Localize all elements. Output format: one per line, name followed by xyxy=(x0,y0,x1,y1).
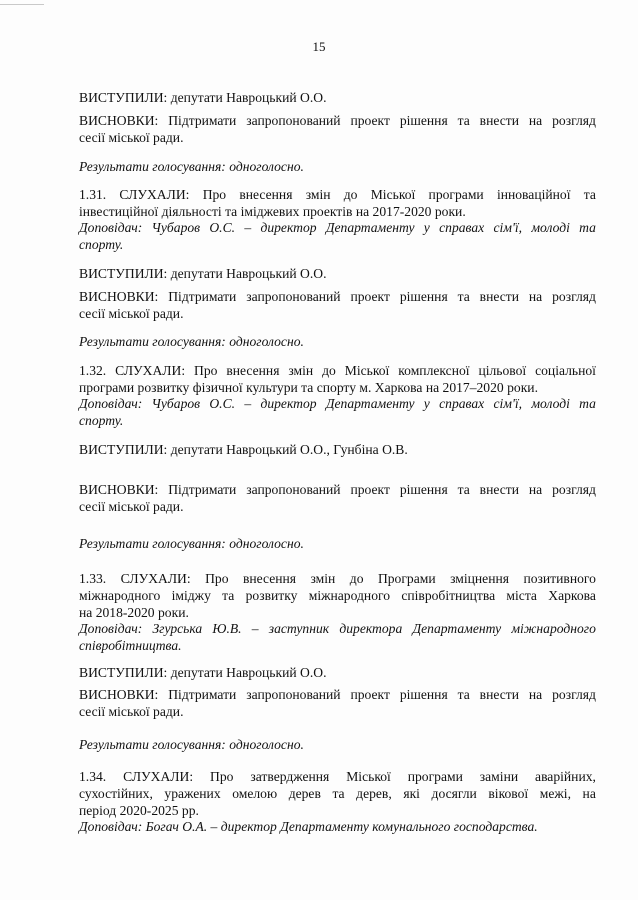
heard-paragraph-line xyxy=(79,186,596,203)
word: запропонований xyxy=(246,289,341,304)
word: рішення xyxy=(399,482,448,497)
reporter-line xyxy=(79,219,596,253)
heard-paragraph-line xyxy=(79,570,596,587)
word: запропонований xyxy=(246,482,341,497)
word: проект xyxy=(350,113,390,128)
word: програми xyxy=(428,187,484,202)
word: Підтримати xyxy=(168,482,237,497)
word: ВИСНОВКИ: xyxy=(79,113,159,128)
word: внести xyxy=(479,482,519,497)
word: сім'ї, xyxy=(493,220,523,235)
word: соціальної xyxy=(535,363,596,378)
word: – xyxy=(244,396,252,411)
word: Доповідач: xyxy=(79,621,143,636)
word: цільової xyxy=(478,363,527,378)
word: та xyxy=(332,786,345,801)
word: іміджу xyxy=(171,588,211,603)
word: розгляд xyxy=(552,482,596,497)
reporter-line-line: спорту. xyxy=(79,237,124,252)
reporter-line-line: Доповідач: Богач О.А. – директор Департаменту комунального господарства. xyxy=(79,819,538,834)
word: проект xyxy=(350,687,390,702)
word: та xyxy=(457,289,470,304)
word: та xyxy=(457,687,470,702)
conclusion-paragraph-line xyxy=(79,112,596,129)
conclusion-paragraph-line xyxy=(79,288,596,305)
word: директор xyxy=(260,396,317,411)
word: ВИСНОВКИ: xyxy=(79,289,159,304)
heard-paragraph xyxy=(79,186,596,220)
word: Департаменту xyxy=(412,621,502,636)
word: затвердження xyxy=(250,769,330,784)
word: Про xyxy=(202,187,227,202)
word: СЛУХАЛИ: xyxy=(119,187,190,202)
word: Підтримати xyxy=(168,687,237,702)
conclusion-paragraph xyxy=(79,686,596,720)
word: внесення xyxy=(239,187,293,202)
heard-paragraph xyxy=(79,768,596,819)
word: аварійних, xyxy=(535,769,596,784)
word: співробітництва xyxy=(401,588,496,603)
conclusion-paragraph-line: сесії міської ради. xyxy=(79,306,184,321)
word: та xyxy=(457,113,470,128)
word: програми xyxy=(407,769,463,784)
word: 1.34. xyxy=(79,769,107,784)
heard-paragraph xyxy=(79,362,596,396)
word: Харкова xyxy=(548,588,596,603)
speakers-line: ВИСТУПИЛИ: депутати Навроцький О.О. xyxy=(79,665,327,680)
word: розвитку xyxy=(245,588,298,603)
word: СЛУХАЛИ: xyxy=(115,363,186,378)
word: О.С. xyxy=(209,396,236,411)
word: молоді xyxy=(531,396,570,411)
word: рішення xyxy=(399,289,448,304)
heard-paragraph-line xyxy=(79,362,596,379)
word: зміцнення xyxy=(450,571,510,586)
conclusion-paragraph xyxy=(79,112,596,146)
word: Департаменту xyxy=(325,396,415,411)
word: директор xyxy=(260,220,317,235)
word: на xyxy=(528,113,543,128)
vote-result: Результати голосування: одноголосно. xyxy=(79,536,304,551)
reporter-line-line xyxy=(79,395,596,412)
word: на xyxy=(528,482,543,497)
heard-paragraph-line: на 2018-2020 роки. xyxy=(79,605,189,620)
word: та xyxy=(579,396,596,411)
word: 1.33. xyxy=(79,571,107,586)
word: справах xyxy=(439,396,485,411)
word: розгляд xyxy=(552,113,596,128)
word: розгляд xyxy=(552,289,596,304)
word: рішення xyxy=(399,687,448,702)
word: внести xyxy=(479,687,519,702)
reporter-line xyxy=(79,395,596,429)
word: та xyxy=(457,482,470,497)
word: на xyxy=(528,687,543,702)
reporter-line-line xyxy=(79,219,596,236)
conclusion-paragraph-line: сесії міської ради. xyxy=(79,130,184,145)
word: інноваційної xyxy=(496,187,571,202)
word: вікової xyxy=(488,786,529,801)
word: змін xyxy=(288,363,314,378)
word: проект xyxy=(350,482,390,497)
speakers-line: ВИСТУПИЛИ: депутати Навроцький О.О., Гунбіна О.В. xyxy=(79,442,408,457)
reporter-line-line: спорту. xyxy=(79,413,124,428)
word: заступник xyxy=(268,621,330,636)
word: Ю.В. xyxy=(212,621,242,636)
word: та xyxy=(579,220,596,235)
word: Чубаров xyxy=(151,396,201,411)
heard-paragraph-line: інвестиційної діяльності та іміджевих проектів на 2017-2020 роки. xyxy=(79,204,466,219)
word: Доповідач: xyxy=(79,220,143,235)
word: рішення xyxy=(399,113,448,128)
conclusion-paragraph xyxy=(79,288,596,322)
word: змін xyxy=(310,571,336,586)
word: у xyxy=(423,396,430,411)
word: дерев, xyxy=(356,786,392,801)
word: та xyxy=(222,588,235,603)
word: сухостійних, xyxy=(79,786,153,801)
word: межі, xyxy=(539,786,571,801)
speakers-line: ВИСТУПИЛИ: депутати Навроцький О.О. xyxy=(79,90,327,105)
word: внесення xyxy=(226,363,280,378)
word: розгляд xyxy=(552,687,596,702)
word: Чубаров xyxy=(151,220,201,235)
word: Департаменту xyxy=(325,220,415,235)
word: проект xyxy=(350,289,390,304)
word: Доповідач: xyxy=(79,396,143,411)
word: молоді xyxy=(531,220,570,235)
conclusion-paragraph xyxy=(79,481,596,515)
word: справах xyxy=(439,220,485,235)
word: до xyxy=(349,571,364,586)
word: – xyxy=(244,220,252,235)
word: комплексної xyxy=(398,363,470,378)
reporter-line-line: співробітництва. xyxy=(79,638,182,653)
word: змін xyxy=(305,187,331,202)
word: Про xyxy=(205,571,229,586)
word: внести xyxy=(479,289,519,304)
vote-result: Результати голосування: одноголосно. xyxy=(79,334,304,349)
word: заміни xyxy=(479,769,519,784)
heard-paragraph-line xyxy=(79,768,596,785)
word: СЛУХАЛИ: xyxy=(123,769,194,784)
word: 1.32. xyxy=(79,363,107,378)
word: внести xyxy=(479,113,519,128)
word: до xyxy=(343,187,358,202)
word: директора xyxy=(339,621,403,636)
word: внесення xyxy=(242,571,297,586)
word: СЛУХАЛИ: xyxy=(120,571,191,586)
word: Згурська xyxy=(152,621,203,636)
word: ВИСНОВКИ: xyxy=(79,482,159,497)
word: досягли xyxy=(431,786,477,801)
word: міжнародного xyxy=(308,588,391,603)
heard-paragraph xyxy=(79,570,596,621)
word: Міської xyxy=(346,769,391,784)
word: омелою xyxy=(232,786,278,801)
heard-paragraph-line xyxy=(79,785,596,802)
heard-paragraph-line: період 2020-2025 рр. xyxy=(79,803,199,818)
word: міста xyxy=(506,588,537,603)
vote-result: Результати голосування: одноголосно. xyxy=(79,159,304,174)
word: сім'ї, xyxy=(493,396,523,411)
word: які xyxy=(403,786,420,801)
word: уражених xyxy=(164,786,221,801)
word: ВИСНОВКИ: xyxy=(79,687,159,702)
word: позитивного xyxy=(523,571,596,586)
conclusion-paragraph-line xyxy=(79,481,596,498)
word: на xyxy=(582,786,596,801)
word: дерев xyxy=(288,786,321,801)
word: О.С. xyxy=(209,220,236,235)
word: Про xyxy=(194,363,218,378)
word: запропонований xyxy=(246,687,341,702)
word: Програми xyxy=(377,571,436,586)
word: запропонований xyxy=(246,113,341,128)
reporter-line xyxy=(79,818,596,835)
reporter-line-line xyxy=(79,620,596,637)
conclusion-paragraph-line: сесії міської ради. xyxy=(79,704,184,719)
word: міжнародного xyxy=(511,621,596,636)
conclusion-paragraph-line xyxy=(79,686,596,703)
word: міжнародного xyxy=(79,588,161,603)
speakers-line: ВИСТУПИЛИ: депутати Навроцький О.О. xyxy=(79,266,327,281)
vote-result: Результати голосування: одноголосно. xyxy=(79,737,304,752)
word: – xyxy=(251,621,259,636)
word: на xyxy=(528,289,543,304)
word: 1.31. xyxy=(79,187,107,202)
word: Про xyxy=(210,769,234,784)
word: Міської xyxy=(344,363,390,378)
word: Підтримати xyxy=(168,289,237,304)
scan-edge-line xyxy=(0,4,44,5)
conclusion-paragraph-line: сесії міської ради. xyxy=(79,499,184,514)
word: Міської xyxy=(370,187,416,202)
page-number: 15 xyxy=(312,39,326,54)
word: та xyxy=(583,187,596,202)
word: до xyxy=(322,363,336,378)
reporter-line xyxy=(79,620,596,654)
word: Підтримати xyxy=(168,113,237,128)
heard-paragraph-line xyxy=(79,587,596,604)
word: у xyxy=(423,220,430,235)
heard-paragraph-line: програми розвитку фізичної культури та спорту м. Харкова на 2017–2020 роки. xyxy=(79,380,538,395)
